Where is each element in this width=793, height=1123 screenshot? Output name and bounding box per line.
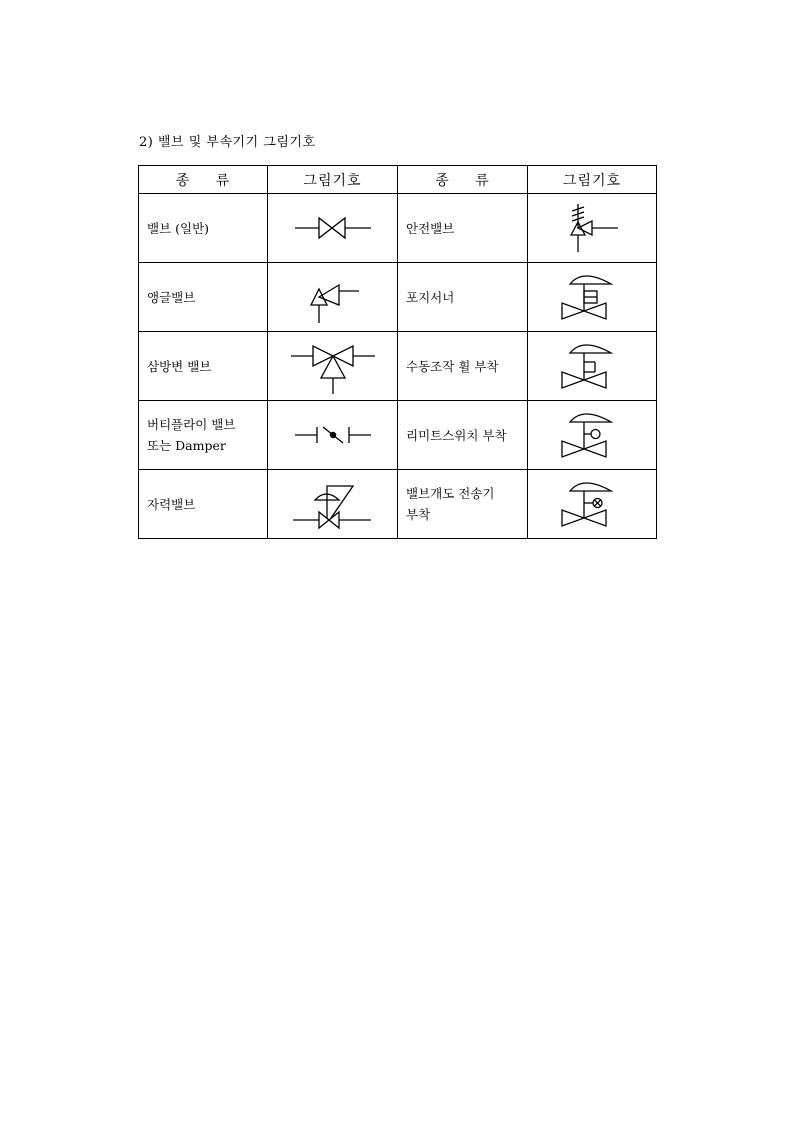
valve-name-cell <box>139 194 268 263</box>
valve-name-cell <box>139 263 268 332</box>
symbol-cell <box>268 401 398 470</box>
valve-name-cell <box>398 194 528 263</box>
handwheel-valve-symbol-icon <box>557 338 627 394</box>
table-row <box>139 263 657 332</box>
valve-name-cell <box>139 470 268 539</box>
valve-name: 자력밸브 <box>147 496 196 512</box>
valve-name: 삼방변 밸브 <box>147 358 212 374</box>
valve-name: 밸브개도 전송기 <box>406 486 495 501</box>
valve-name: 리미트스위치 부착 <box>406 427 507 443</box>
angle-valve-symbol-icon <box>293 269 373 325</box>
header-kind-left: 종 류 <box>139 166 268 194</box>
table-row <box>139 470 657 539</box>
symbol-cell <box>528 332 657 401</box>
header-symbol-right: 그림기호 <box>528 166 657 194</box>
symbol-cell <box>528 470 657 539</box>
valve-symbol-table <box>138 165 657 539</box>
section-heading: 2) 밸브 및 부속기기 그림기호 <box>139 135 316 150</box>
symbol-cell <box>528 194 657 263</box>
opening-transmitter-valve-symbol-icon <box>557 476 627 532</box>
valve-name-cell <box>139 401 268 470</box>
self-operated-valve-symbol-icon <box>283 476 383 532</box>
table-row <box>139 332 657 401</box>
valve-name: 버티플라이 밸브 <box>147 417 236 432</box>
valve-name: 수동조작 휠 부착 <box>406 358 499 374</box>
valve-name: 포지서너 <box>406 289 455 305</box>
positioner-valve-symbol-icon <box>557 269 627 325</box>
three-way-valve-symbol-icon <box>283 338 383 394</box>
valve-name-line2: 부착 <box>406 507 431 522</box>
limit-switch-valve-symbol-icon <box>557 407 627 463</box>
valve-name-cell <box>398 401 528 470</box>
valve-name: 안전밸브 <box>406 220 455 236</box>
table-row <box>139 194 657 263</box>
table-header-row <box>139 166 657 194</box>
symbol-cell <box>268 263 398 332</box>
symbol-cell <box>268 332 398 401</box>
valve-name-cell <box>398 263 528 332</box>
valve-name-cell <box>398 470 528 539</box>
safety-valve-symbol-icon <box>552 200 632 256</box>
symbol-cell <box>528 263 657 332</box>
header-kind-right: 종 류 <box>398 166 528 194</box>
gate-valve-symbol-icon <box>283 208 383 248</box>
valve-name: 밸브 (일반) <box>147 220 210 236</box>
symbol-cell <box>268 194 398 263</box>
symbol-cell <box>528 401 657 470</box>
symbol-cell <box>268 470 398 539</box>
valve-name-cell <box>139 332 268 401</box>
valve-name-line2: 또는 Damper <box>147 438 226 453</box>
butterfly-valve-symbol-icon <box>283 415 383 455</box>
header-symbol-left: 그림기호 <box>268 166 398 194</box>
valve-name-cell <box>398 332 528 401</box>
valve-name: 앵글밸브 <box>147 289 196 305</box>
table-row <box>139 401 657 470</box>
